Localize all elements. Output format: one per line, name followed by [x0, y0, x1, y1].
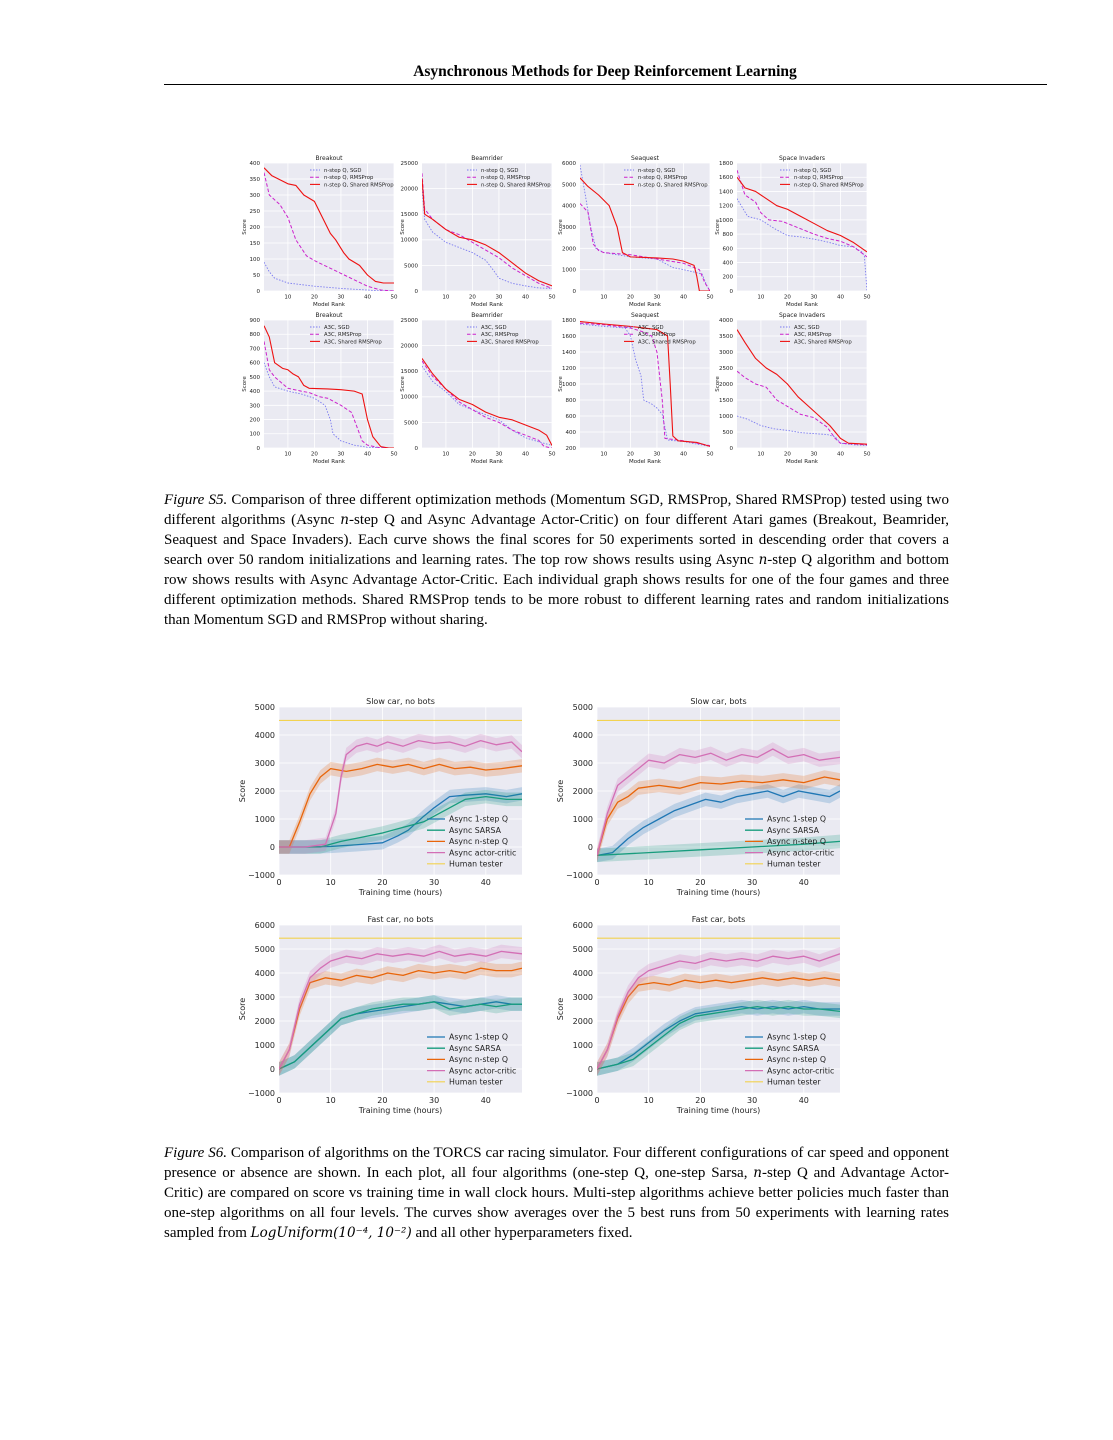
y-tick-label: 4000: [254, 968, 275, 978]
y-tick-label: 3000: [572, 758, 593, 768]
y-tick-label: −1000: [565, 870, 593, 880]
legend-label: Async actor-critic: [767, 1066, 835, 1076]
x-tick-label: 40: [521, 451, 529, 458]
legend-label: n-step Q, Shared RMSProp: [324, 182, 394, 189]
math-n: n: [753, 1165, 762, 1181]
x-tick-label: 30: [747, 878, 758, 887]
chart-panel: [400, 155, 556, 308]
y-axis-label: Score: [715, 219, 721, 235]
caption-text: Comparison of three different optimization methods (Momentum SGD, RMSProp, Shared RMSProp) tested using two different algorithms (Async: [164, 492, 949, 528]
x-tick-label: 20: [377, 1096, 388, 1105]
y-tick-label: 200: [722, 274, 733, 281]
y-tick-label: 2000: [572, 786, 593, 796]
y-tick-label: 1400: [562, 349, 576, 356]
y-tick-label: 5000: [572, 944, 593, 954]
y-tick-label: 25000: [400, 160, 418, 167]
y-tick-label: 4000: [254, 730, 275, 740]
chart-panel: [715, 155, 871, 308]
chart-title: Seaquest: [631, 312, 659, 319]
y-tick-label: 10000: [400, 394, 418, 401]
x-axis-label: Model Rank: [470, 459, 504, 465]
y-tick-label: 600: [565, 413, 576, 420]
y-tick-label: 800: [722, 232, 733, 239]
y-axis-label: Score: [556, 997, 565, 1021]
y-tick-label: 400: [249, 389, 260, 396]
y-tick-label: 20000: [400, 186, 418, 193]
x-tick-label: 10: [284, 451, 292, 458]
y-axis-label: Score: [715, 376, 721, 392]
y-tick-label: 5000: [254, 944, 275, 954]
x-tick-label: 10: [757, 294, 765, 301]
y-axis-label: Score: [400, 219, 406, 235]
y-tick-label: 0: [414, 445, 418, 452]
chart-title: Fast car, no bots: [367, 915, 434, 924]
y-tick-label: 0: [269, 1064, 275, 1074]
y-tick-label: 6000: [562, 160, 576, 167]
chart-title: Fast car, bots: [691, 915, 746, 924]
chart-panel: [556, 697, 840, 897]
legend-label: A3C, RMSProp: [794, 332, 832, 339]
y-tick-label: 200: [249, 224, 260, 231]
x-tick-label: 50: [706, 451, 714, 458]
legend-label: Human tester: [449, 859, 503, 869]
y-tick-label: 2000: [562, 246, 576, 253]
y-tick-label: 4000: [572, 730, 593, 740]
y-tick-label: 25000: [400, 317, 418, 324]
y-tick-label: 3000: [719, 349, 733, 356]
x-tick-label: 30: [810, 294, 818, 301]
x-tick-label: 50: [548, 294, 556, 301]
x-tick-label: 20: [468, 451, 476, 458]
legend-label: A3C, RMSProp: [638, 332, 676, 339]
legend-label: n-step Q, Shared RMSProp: [638, 182, 708, 189]
figure-s5-label: Figure S5.: [164, 492, 228, 508]
y-axis-label: Score: [242, 219, 248, 235]
caption-text: Comparison of algorithms on the TORCS car racing simulator. Four different configurations of car speed and opponent presence or absence are shown. In each plot, all four algorithms (one-step Q, one-step Sarsa,: [164, 1145, 949, 1181]
y-tick-label: 1200: [719, 203, 733, 210]
y-tick-label: 4000: [719, 317, 733, 324]
y-tick-label: 700: [249, 346, 260, 353]
legend-label: Async SARSA: [767, 1043, 819, 1053]
chart-title: Slow car, no bots: [366, 697, 435, 706]
x-tick-label: 40: [363, 451, 371, 458]
x-tick-label: 40: [836, 294, 844, 301]
figure-s5-plots: [0, 0, 1113, 480]
y-tick-label: 20000: [400, 343, 418, 350]
y-tick-label: 600: [249, 360, 260, 367]
y-tick-label: 900: [249, 317, 260, 324]
y-tick-label: 1000: [572, 814, 593, 824]
chart-panel: [558, 155, 714, 308]
y-tick-label: 250: [249, 208, 260, 215]
x-tick-label: 10: [442, 451, 450, 458]
y-tick-label: 5000: [562, 182, 576, 189]
y-tick-label: 0: [587, 842, 593, 852]
legend-label: Human tester: [449, 1077, 503, 1087]
y-tick-label: 1000: [572, 1040, 593, 1050]
chart-title: Seaquest: [631, 155, 659, 162]
math-n: n: [758, 552, 768, 568]
y-tick-label: 3500: [719, 333, 733, 340]
legend-label: A3C, Shared RMSProp: [324, 339, 382, 346]
legend-label: Async 1-step Q: [449, 814, 508, 824]
chart-panel: [556, 915, 840, 1115]
x-tick-label: 40: [798, 878, 809, 887]
y-tick-label: 2500: [719, 365, 733, 372]
legend-label: A3C, SGD: [638, 324, 664, 331]
y-tick-label: 3000: [572, 992, 593, 1002]
y-tick-label: 6000: [254, 920, 275, 930]
chart-title: Beamrider: [471, 155, 503, 162]
chart-panel: [242, 312, 398, 465]
y-tick-label: 350: [249, 176, 260, 183]
y-tick-label: 800: [249, 332, 260, 339]
y-tick-label: 2000: [254, 786, 275, 796]
x-tick-label: 20: [310, 451, 318, 458]
legend-label: A3C, RMSProp: [481, 332, 519, 339]
chart-title: Breakout: [315, 155, 343, 162]
y-tick-label: 300: [249, 192, 260, 199]
y-tick-label: 800: [565, 397, 576, 404]
y-tick-label: 2000: [254, 1016, 275, 1026]
y-axis-label: Score: [238, 779, 247, 803]
legend-label: n-step Q, RMSProp: [638, 175, 688, 182]
y-tick-label: 100: [249, 256, 260, 263]
y-tick-label: −1000: [247, 870, 275, 880]
x-axis-label: Training time (hours): [676, 888, 761, 897]
y-tick-label: 1000: [562, 381, 576, 388]
y-tick-label: 0: [572, 288, 576, 295]
legend-label: Async 1-step Q: [449, 1032, 508, 1042]
y-tick-label: 10000: [400, 237, 418, 244]
y-tick-label: 600: [722, 246, 733, 253]
legend-label: Async 1-step Q: [767, 1032, 826, 1042]
y-tick-label: 3000: [254, 758, 275, 768]
x-tick-label: 30: [653, 451, 661, 458]
y-tick-label: −1000: [247, 1088, 275, 1098]
x-tick-label: 10: [284, 294, 292, 301]
legend-label: Async n-step Q: [767, 1055, 826, 1065]
legend-label: n-step Q, SGD: [481, 167, 519, 174]
x-axis-label: Model Rank: [470, 302, 504, 308]
x-tick-label: 50: [390, 294, 398, 301]
x-tick-label: 10: [325, 1096, 336, 1105]
y-tick-label: 5000: [404, 263, 418, 270]
y-tick-label: 0: [256, 445, 260, 452]
legend-label: n-step Q, RMSProp: [324, 175, 374, 182]
x-tick-label: 20: [626, 451, 634, 458]
legend-label: A3C, Shared RMSProp: [794, 339, 852, 346]
y-tick-label: 2000: [572, 1016, 593, 1026]
chart-title: Space Invaders: [778, 155, 826, 162]
y-tick-label: 0: [729, 288, 733, 295]
figure-s6-plots: [0, 680, 1113, 1130]
y-tick-label: 1500: [719, 397, 733, 404]
legend-label: Async n-step Q: [449, 1055, 508, 1065]
x-tick-label: 30: [337, 451, 345, 458]
x-tick-label: 10: [600, 451, 608, 458]
x-tick-label: 10: [600, 294, 608, 301]
chart-title: Space Invaders: [778, 312, 826, 319]
x-tick-label: 30: [429, 878, 440, 887]
legend-label: A3C, SGD: [324, 324, 350, 331]
x-tick-label: 20: [695, 878, 706, 887]
x-axis-label: Model Rank: [312, 459, 346, 465]
y-tick-label: 150: [249, 240, 260, 247]
x-tick-label: 40: [679, 294, 687, 301]
x-tick-label: 30: [747, 1096, 758, 1105]
figure-s6-caption: [164, 1143, 949, 1243]
x-tick-label: 30: [495, 451, 503, 458]
x-axis-label: Training time (hours): [676, 1106, 761, 1115]
y-tick-label: 1000: [562, 267, 576, 274]
legend-label: Async 1-step Q: [767, 814, 826, 824]
chart-title: Breakout: [315, 312, 343, 319]
legend-label: Async actor-critic: [767, 848, 835, 858]
y-tick-label: 1600: [562, 333, 576, 340]
x-axis-label: Model Rank: [312, 302, 346, 308]
legend-label: Human tester: [767, 859, 821, 869]
y-axis-label: Score: [556, 779, 565, 803]
x-tick-label: 40: [480, 878, 491, 887]
x-tick-label: 40: [480, 1096, 491, 1105]
math-log-uniform: LogUniform(10⁻⁴, 10⁻²): [250, 1225, 412, 1241]
x-tick-label: 10: [442, 294, 450, 301]
x-tick-label: 50: [863, 294, 871, 301]
x-tick-label: 50: [548, 451, 556, 458]
running-header-title: Asynchronous Methods for Deep Reinforcement Learning: [413, 63, 797, 80]
x-tick-label: 50: [706, 294, 714, 301]
x-tick-label: 40: [521, 294, 529, 301]
y-tick-label: 6000: [572, 920, 593, 930]
y-tick-label: 4000: [572, 968, 593, 978]
y-tick-label: 100: [249, 431, 260, 438]
math-n: n: [340, 512, 349, 528]
y-tick-label: 1800: [562, 317, 576, 324]
y-tick-label: 3000: [562, 224, 576, 231]
legend-label: Async SARSA: [767, 825, 819, 835]
legend-label: Async n-step Q: [449, 837, 508, 847]
x-tick-label: 40: [836, 451, 844, 458]
legend-label: Async actor-critic: [449, 1066, 517, 1076]
legend-label: A3C, SGD: [794, 324, 820, 331]
x-tick-label: 30: [653, 294, 661, 301]
legend-label: A3C, SGD: [481, 324, 507, 331]
y-tick-label: 0: [587, 1064, 593, 1074]
x-tick-label: 10: [643, 878, 654, 887]
x-tick-label: 40: [798, 1096, 809, 1105]
legend-label: n-step Q, SGD: [324, 167, 362, 174]
chart-title: Beamrider: [471, 312, 503, 319]
chart-panel: [238, 697, 522, 897]
chart-panel: [238, 915, 522, 1115]
y-tick-label: 4000: [562, 203, 576, 210]
y-tick-label: 300: [249, 403, 260, 410]
y-tick-label: 1000: [719, 413, 733, 420]
y-tick-label: 400: [565, 429, 576, 436]
x-axis-label: Model Rank: [785, 459, 819, 465]
y-axis-label: Score: [238, 997, 247, 1021]
y-tick-label: 0: [414, 288, 418, 295]
x-tick-label: 0: [276, 878, 282, 887]
x-tick-label: 20: [626, 294, 634, 301]
x-tick-label: 10: [757, 451, 765, 458]
y-tick-label: 2000: [719, 381, 733, 388]
y-axis-label: Score: [558, 219, 564, 235]
legend-label: A3C, Shared RMSProp: [481, 339, 539, 346]
x-tick-label: 10: [325, 878, 336, 887]
x-tick-label: 20: [377, 878, 388, 887]
caption-text: -step Q algorithm and bottom row shows results with Async Advantage Actor-Critic. Each individual graph shows results for one of the four games and three different optimization methods. Shared RMSProp tends to be more robust to different learning rates and random initializations than Momentum SGD and RMSProp without sharing.: [164, 552, 949, 628]
x-tick-label: 10: [643, 1096, 654, 1105]
x-axis-label: Model Rank: [628, 302, 662, 308]
y-tick-label: 15000: [400, 369, 418, 376]
x-tick-label: 40: [679, 451, 687, 458]
y-tick-label: 1400: [719, 189, 733, 196]
y-tick-label: 3000: [254, 992, 275, 1002]
y-tick-label: 1800: [719, 160, 733, 167]
caption-text: -step Q and Async Advantage Actor-Critic) on four different Atari games (Breakout, Beamrider, Seaquest and Space Invaders). Each curve shows the final scores for 50 experiments sorted in descending order that covers a search over 50 random initializations and learning rates. The top row shows results using Async: [164, 512, 949, 568]
x-tick-label: 30: [810, 451, 818, 458]
x-tick-label: 30: [337, 294, 345, 301]
legend-label: Async n-step Q: [767, 837, 826, 847]
x-tick-label: 20: [783, 451, 791, 458]
y-tick-label: −1000: [565, 1088, 593, 1098]
y-tick-label: 0: [256, 288, 260, 295]
x-tick-label: 20: [468, 294, 476, 301]
x-tick-label: 50: [863, 451, 871, 458]
legend-label: Async SARSA: [449, 1043, 501, 1053]
caption-text: and all other hyperparameters fixed.: [411, 1225, 633, 1241]
legend-label: A3C, Shared RMSProp: [638, 339, 696, 346]
x-axis-label: Model Rank: [628, 459, 662, 465]
legend-label: n-step Q, SGD: [794, 167, 832, 174]
y-axis-label: Score: [242, 376, 248, 392]
y-tick-label: 500: [249, 374, 260, 381]
caption-text: -step Q and Advantage Actor-Critic) are compared on score vs training time in wall clock hours. Multi-step algorithms achieve better policies much faster than one-step algorithms on all four levels. The curves show averages over the 5 best runs from 50 experiments with learning rates sampled from: [164, 1165, 949, 1241]
y-tick-label: 200: [249, 417, 260, 424]
x-tick-label: 20: [310, 294, 318, 301]
chart-panel: [558, 312, 714, 465]
x-tick-label: 30: [429, 1096, 440, 1105]
legend-label: Async actor-critic: [449, 848, 517, 858]
x-axis-label: Training time (hours): [358, 888, 443, 897]
chart-title: Slow car, bots: [690, 697, 747, 706]
y-tick-label: 1000: [254, 814, 275, 824]
y-tick-label: 5000: [404, 420, 418, 427]
x-tick-label: 40: [363, 294, 371, 301]
legend-label: Human tester: [767, 1077, 821, 1087]
y-tick-label: 400: [722, 260, 733, 267]
x-tick-label: 0: [594, 878, 600, 887]
y-tick-label: 200: [565, 445, 576, 452]
y-tick-label: 0: [269, 842, 275, 852]
y-tick-label: 400: [249, 160, 260, 167]
y-tick-label: 0: [729, 445, 733, 452]
legend-label: n-step Q, SGD: [638, 167, 676, 174]
y-axis-label: Score: [400, 376, 406, 392]
legend-label: n-step Q, Shared RMSProp: [481, 182, 551, 189]
legend-label: n-step Q, Shared RMSProp: [794, 182, 864, 189]
chart-panel: [715, 312, 871, 465]
y-axis-label: Score: [558, 376, 564, 392]
x-tick-label: 0: [594, 1096, 600, 1105]
legend-label: Async SARSA: [449, 825, 501, 835]
y-tick-label: 50: [253, 272, 260, 279]
figure-s5-caption: [164, 490, 949, 630]
x-axis-label: Model Rank: [785, 302, 819, 308]
x-tick-label: 20: [695, 1096, 706, 1105]
y-tick-label: 1000: [719, 217, 733, 224]
chart-panel: [400, 312, 556, 465]
y-tick-label: 500: [722, 429, 733, 436]
x-tick-label: 50: [390, 451, 398, 458]
y-tick-label: 5000: [572, 702, 593, 712]
y-tick-label: 1000: [254, 1040, 275, 1050]
y-tick-label: 5000: [254, 702, 275, 712]
legend-label: A3C, RMSProp: [324, 332, 362, 339]
x-tick-label: 30: [495, 294, 503, 301]
x-tick-label: 0: [276, 1096, 282, 1105]
figure-s6-label: Figure S6.: [164, 1145, 227, 1161]
x-axis-label: Training time (hours): [358, 1106, 443, 1115]
x-tick-label: 20: [783, 294, 791, 301]
y-tick-label: 1200: [562, 365, 576, 372]
y-tick-label: 1600: [719, 175, 733, 182]
chart-panel: [242, 155, 398, 308]
legend-label: n-step Q, RMSProp: [794, 175, 844, 182]
legend-label: n-step Q, RMSProp: [481, 175, 531, 182]
y-tick-label: 15000: [400, 212, 418, 219]
